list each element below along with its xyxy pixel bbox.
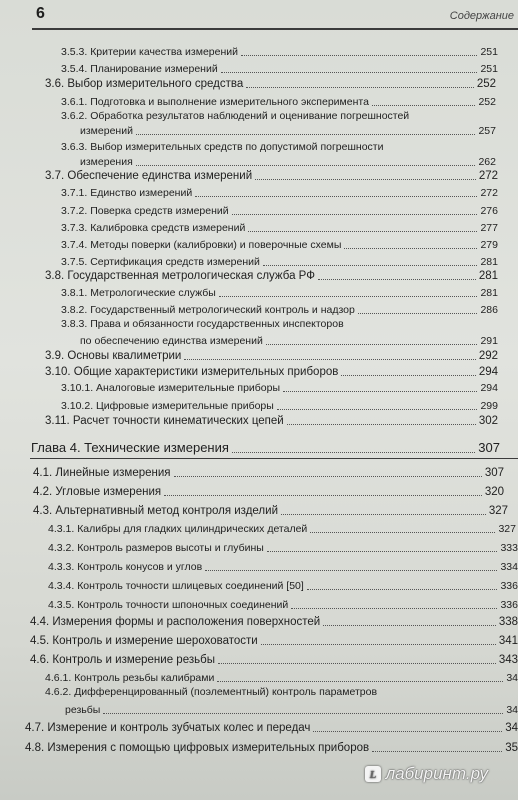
- leader-dots: [241, 53, 477, 56]
- toc-entry-title: 3.5.4. Планирование измерений: [61, 63, 218, 75]
- leader-dots: [232, 450, 475, 453]
- leader-dots: [287, 422, 476, 425]
- toc-entry: [33, 503, 508, 518]
- toc-entry-page: 320: [484, 486, 504, 498]
- toc-entry-title: 4.3.1. Калибры для гладких цилиндрических деталей: [48, 523, 308, 535]
- leader-dots: [218, 661, 496, 664]
- toc-entry: [61, 286, 498, 300]
- labirint-logo-glyph: [367, 768, 379, 780]
- toc-entry-title: 3.10.1. Аналоговые измерительные приборы: [61, 382, 281, 394]
- leader-dots: [136, 132, 476, 135]
- toc-entry: [61, 95, 496, 109]
- toc-entry-title-line1: 3.8.3. Права и обязанности государственных инспекторов: [61, 318, 344, 330]
- toc-entry-page: 327: [498, 523, 516, 535]
- leader-dots: [313, 729, 502, 732]
- toc-entry: [48, 541, 518, 555]
- toc-entry-page: 257: [478, 125, 496, 137]
- leader-dots: [307, 587, 498, 590]
- toc-entry-page: 34: [506, 672, 518, 684]
- leader-dots: [310, 530, 495, 533]
- toc-entry-title: 4.3.3. Контроль конусов и углов: [48, 561, 203, 573]
- toc-entry: [80, 124, 496, 138]
- leader-dots: [164, 493, 482, 496]
- toc-entry: [30, 652, 518, 667]
- toc-entry: [61, 204, 498, 218]
- leader-dots: [255, 177, 476, 180]
- toc-entry: [80, 334, 498, 348]
- leader-dots: [217, 679, 503, 682]
- toc-entry-page: 281: [478, 270, 498, 282]
- toc-entry-page: 333: [500, 542, 518, 554]
- leader-dots: [267, 549, 498, 552]
- toc-entry-title-line2: измерения: [80, 156, 133, 168]
- toc-entry-page: 34: [506, 704, 518, 716]
- leader-dots: [277, 407, 478, 410]
- toc-entry-page: 286: [480, 304, 498, 316]
- leader-dots: [136, 163, 476, 166]
- toc-entry-page: 338: [498, 616, 518, 628]
- toc-entry-page: 302: [478, 415, 498, 427]
- toc-entry: [80, 155, 496, 169]
- toc-entry-title: 3.5.3. Критерии качества измерений: [61, 46, 238, 58]
- toc-entry-page: 292: [478, 350, 498, 362]
- toc-entry-page: 281: [480, 256, 498, 268]
- labirint-logo-letter: L: [369, 769, 376, 780]
- toc-entry: [30, 614, 518, 629]
- leader-dots: [323, 623, 496, 626]
- leader-dots: [263, 263, 478, 266]
- toc-entry: [45, 413, 498, 428]
- toc-entry: [45, 671, 518, 685]
- toc-entry-page: 262: [478, 156, 496, 168]
- leader-dots: [103, 711, 503, 714]
- toc-entry-title-line2: измерений: [80, 125, 133, 137]
- toc-entry: [61, 399, 498, 413]
- toc-entry-title-line1: 3.6.2. Обработка результатов наблюдений и оценивание погрешностей: [61, 110, 410, 122]
- toc-entry: [33, 465, 504, 480]
- toc-entry-title: 3.7.2. Поверка средств измерений: [61, 205, 229, 217]
- toc-entry-title-line2: резьбы: [65, 704, 101, 716]
- page-number: 6: [36, 5, 45, 22]
- leader-dots: [372, 103, 476, 106]
- toc-entry-title: 3.6.1. Подготовка и выполнение измерительного эксперимента: [61, 96, 369, 108]
- toc-entry-title: 3.6. Выбор измерительного средства: [45, 78, 244, 90]
- leader-dots: [246, 85, 474, 88]
- toc-entry-page: 291: [480, 335, 498, 347]
- toc-entry-title: 3.9. Основы квалиметрии: [45, 350, 182, 362]
- toc-entry-title: 4.3. Альтернативный метод контроля изделий: [33, 505, 278, 517]
- toc-entry: [48, 598, 518, 612]
- toc-entry: [45, 76, 496, 91]
- toc-entry-title: 3.7.4. Методы поверки (калибровки) и поверочные схемы: [61, 239, 342, 251]
- leader-dots: [261, 642, 496, 645]
- toc-entry: [48, 522, 516, 536]
- leader-dots: [283, 389, 477, 392]
- toc-entry-page: 281: [480, 287, 498, 299]
- toc-entry-title-line1: 3.6.3. Выбор измерительных средств по допустимой погрешности: [61, 141, 384, 153]
- toc-entry-page: 336: [500, 599, 518, 611]
- toc-entry-page: 279: [480, 239, 498, 251]
- toc-entry-page: 252: [478, 96, 496, 108]
- toc-entry-title: 4.2. Угловые измерения: [33, 486, 162, 498]
- leader-dots: [174, 474, 482, 477]
- toc-entry-page: 343: [498, 654, 518, 666]
- labirint-watermark-text: лабиринт.ру: [385, 764, 488, 783]
- leader-dots: [291, 606, 497, 609]
- toc-entry-page: 251: [480, 63, 498, 75]
- toc-entry-title: 3.8. Государственная метрологическая служба РФ: [45, 270, 315, 282]
- chapter-rule: [30, 458, 518, 459]
- leader-dots: [248, 229, 477, 232]
- leader-dots: [221, 70, 478, 73]
- toc-entry-title: 4.3.4. Контроль точности шлицевых соединений [50]: [48, 580, 304, 592]
- toc-entry: [45, 348, 498, 363]
- leader-dots: [344, 246, 477, 249]
- toc-entry: [61, 255, 498, 269]
- toc-entry-title: 4.3.2. Контроль размеров высоты и глубины: [48, 542, 264, 554]
- toc-entry-page: 341: [498, 635, 518, 647]
- toc-entry-title: 3.11. Расчет точности кинематических цепей: [45, 415, 284, 427]
- toc-entry: [61, 381, 498, 395]
- toc-entry-title: 3.8.2. Государственный метрологический контроль и надзор: [61, 304, 355, 316]
- leader-dots: [372, 749, 502, 752]
- toc-entry-page: 336: [500, 580, 518, 592]
- toc-entry: [65, 703, 518, 717]
- toc-entry: [45, 268, 498, 283]
- toc-entry-title: 3.8.1. Метрологические службы: [61, 287, 216, 299]
- leader-dots: [266, 342, 478, 345]
- toc-entry: [61, 303, 498, 317]
- toc-entry-title: 4.8. Измерения с помощью цифровых измерительных приборов: [25, 742, 370, 754]
- toc-entry-page: 34: [505, 722, 518, 734]
- leader-dots: [358, 311, 478, 314]
- toc-entry-page: 307: [478, 440, 500, 455]
- toc-entry: [45, 168, 498, 183]
- toc-entry-title: 4.7. Измерение и контроль зубчатых колес и передач: [25, 722, 311, 734]
- labirint-logo-icon: [365, 766, 381, 782]
- toc-entry-title: 4.6. Контроль и измерение резьбы: [30, 654, 215, 666]
- toc-entry: [48, 579, 518, 593]
- running-head: Содержание: [449, 10, 514, 22]
- toc-chapter-title: Глава 4. Технические измерения: [31, 440, 229, 455]
- toc-entry: [61, 221, 498, 235]
- toc-entry-page: 294: [478, 366, 498, 378]
- toc-entry-title: 4.1. Линейные измерения: [33, 467, 171, 479]
- leader-dots: [232, 212, 478, 215]
- toc-entry-title: 3.7. Обеспечение единства измерений: [45, 170, 253, 182]
- toc-entry: [61, 186, 498, 200]
- toc-entry: [61, 45, 498, 59]
- leader-dots: [318, 277, 476, 280]
- toc-entry-title: 3.7.5. Сертификация средств измерений: [61, 256, 260, 268]
- toc-entry-page: 299: [480, 400, 498, 412]
- labirint-watermark: [365, 764, 488, 784]
- toc-entry: [61, 238, 498, 252]
- toc-entry-title-line2: по обеспечению единства измерений: [80, 335, 263, 347]
- leader-dots: [184, 357, 475, 360]
- toc-entry-title: 4.4. Измерения формы и расположения поверхностей: [30, 616, 321, 628]
- toc-chapter: [31, 438, 500, 456]
- leader-dots: [195, 194, 477, 197]
- toc-entry: [61, 62, 498, 76]
- toc-entry-title-line1: 4.6.2. Дифференцированный (поэлементный) контроль параметров: [45, 686, 378, 698]
- toc-entry: [25, 740, 518, 755]
- toc-entry-page: 334: [500, 561, 518, 573]
- toc-entry-page: 276: [480, 205, 498, 217]
- toc-entry: [48, 560, 518, 574]
- toc-entry-page: 272: [480, 187, 498, 199]
- toc-entry-page: 277: [480, 222, 498, 234]
- toc-entry-page: 252: [476, 78, 496, 90]
- toc-entry-page: 35: [505, 742, 518, 754]
- toc-entry: [45, 364, 498, 379]
- leader-dots: [205, 568, 497, 571]
- toc-entry-title: 4.3.5. Контроль точности шпоночных соединений: [48, 599, 289, 611]
- leader-dots: [219, 294, 478, 297]
- toc-entry: [33, 484, 504, 499]
- toc-entry-page: 294: [480, 382, 498, 394]
- toc-entry-page: 272: [478, 170, 498, 182]
- toc-entry-title: 4.6.1. Контроль резьбы калибрами: [45, 672, 215, 684]
- toc-entry-page: 307: [484, 467, 504, 479]
- leader-dots: [341, 373, 475, 376]
- toc-entry-page: 327: [488, 505, 508, 517]
- toc-entry-title: 3.7.3. Калибровка средств измерений: [61, 222, 246, 234]
- toc-entry: [30, 633, 518, 648]
- leader-dots: [281, 512, 486, 515]
- toc-entry-title: 3.10. Общие характеристики измерительных приборов: [45, 366, 339, 378]
- toc-entry-title: 3.7.1. Единство измерений: [61, 187, 193, 199]
- toc-entry-page: 251: [480, 46, 498, 58]
- toc-entry: [25, 720, 518, 735]
- toc-entry-title: 3.10.2. Цифровые измерительные приборы: [61, 400, 274, 412]
- toc-entry-title: 4.5. Контроль и измерение шероховатости: [30, 635, 258, 647]
